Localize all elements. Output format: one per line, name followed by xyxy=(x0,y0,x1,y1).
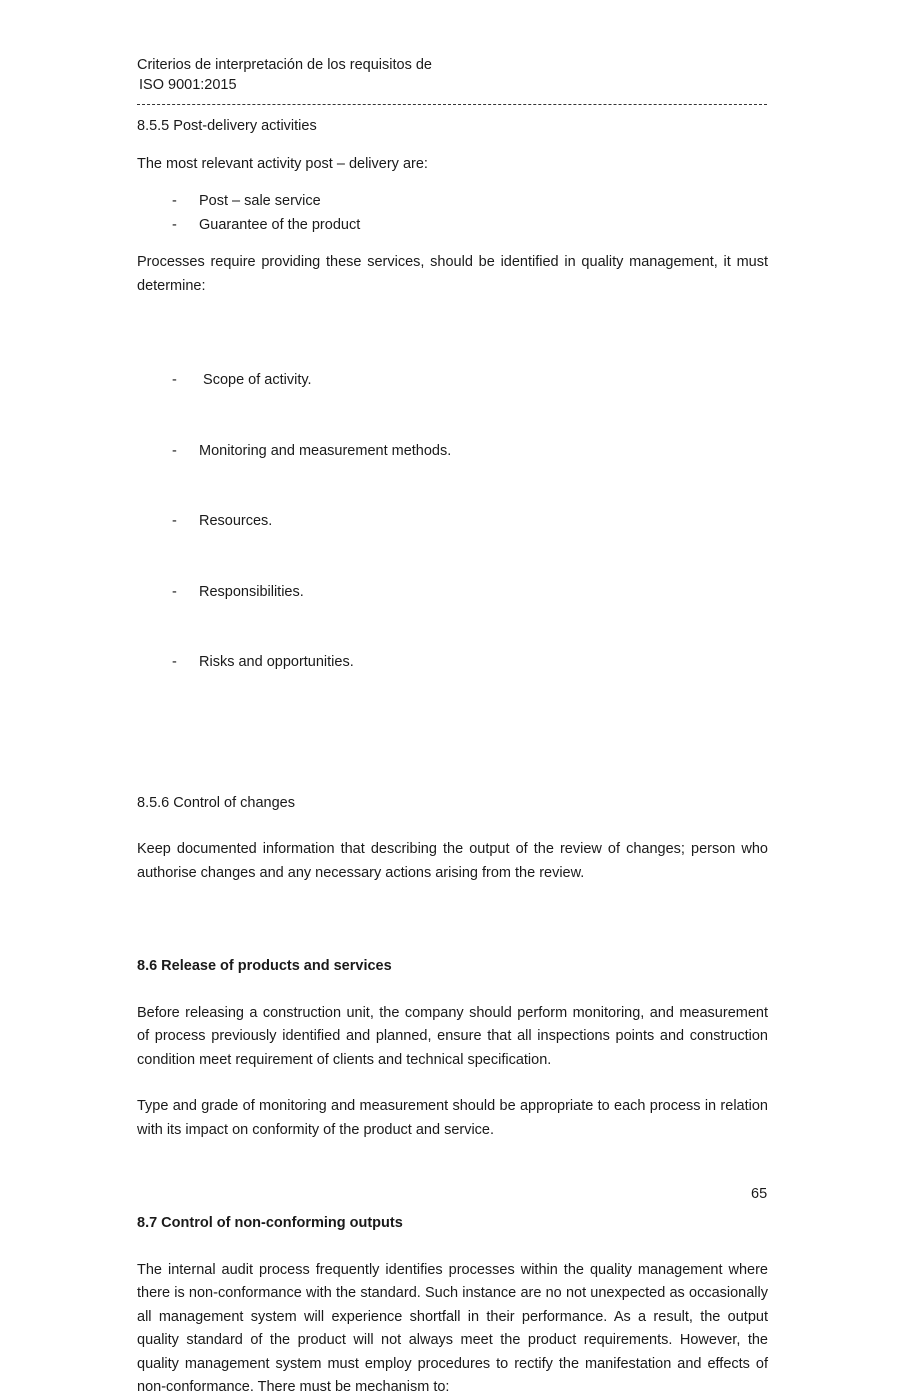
paragraph-release-2: Type and grade of monitoring and measurement should be appropriate to each process in relation with its impact on conformity of the product and service. xyxy=(137,1098,768,1138)
paragraph-control-of-changes: Keep documented information that describing the output of the review of changes; person who authorise changes and any necessary actions arising from the review. xyxy=(137,841,768,881)
list-item-text: Risks and opportunities. xyxy=(199,654,354,670)
dash-marker: - xyxy=(172,442,177,459)
list-item xyxy=(137,651,768,675)
dash-marker: - xyxy=(172,216,177,233)
paragraph-processes: Processes require providing these services, should be identified in quality management, it must determine: xyxy=(137,254,768,294)
list-item xyxy=(137,369,768,393)
header-divider xyxy=(137,104,767,105)
list-item-text: Responsibilities. xyxy=(199,583,304,600)
header-title-line1: Criterios de interpretación de los requisitos de xyxy=(137,57,432,73)
list-item xyxy=(137,190,768,214)
dash-marker: - xyxy=(172,372,177,388)
page-number: 65 xyxy=(751,1186,768,1202)
dash-marker: - xyxy=(172,583,177,600)
bullet-list-determine xyxy=(137,322,768,722)
list-item xyxy=(137,214,768,238)
paragraph-intro-8-5-5: The most relevant activity post – delivery are: xyxy=(137,155,428,172)
list-item-text: Scope of activity. xyxy=(199,372,312,388)
list-item-text: Resources. xyxy=(199,513,273,529)
header-title-line2: ISO 9001:2015 xyxy=(139,77,237,93)
section-heading-8-7: 8.7 Control of non-conforming outputs xyxy=(137,1215,403,1231)
list-item xyxy=(137,440,768,464)
section-heading-8-6: 8.6 Release of products and services xyxy=(137,958,392,974)
section-heading-8-5-6: 8.5.6 Control of changes xyxy=(137,794,295,811)
section-heading-8-5-5: 8.5.5 Post-delivery activities xyxy=(137,118,317,134)
list-item-text: Post – sale service xyxy=(199,193,321,209)
bullet-list-post-delivery xyxy=(137,190,768,237)
list-item xyxy=(137,581,768,605)
list-item-text: Monitoring and measurement methods. xyxy=(199,442,452,459)
page-header xyxy=(137,55,432,95)
paragraph-release-1: Before releasing a construction unit, the company should perform monitoring, and measurement of process previously identified and planned, ensure that all inspections points and construction condition meet requirement of clients and technical specification. xyxy=(137,1004,768,1068)
dash-marker: - xyxy=(172,513,177,529)
dash-marker: - xyxy=(172,654,177,670)
paragraph-non-conforming: The internal audit process frequently identifies processes within the quality management where there is non-conformance with the standard. Such instance are no not unexpected as occasionally all management system will experience shortfall in their performance. As a result, the output quality standard of the product will not always meet the product requirements. However, the quality management system must employ procedures to rectify the manifestation and effects of non-conformance. There must be mechanism to: xyxy=(137,1261,768,1395)
dash-marker: - xyxy=(172,193,177,209)
page-content xyxy=(137,115,768,1400)
list-item xyxy=(137,510,768,534)
list-item-text: Guarantee of the product xyxy=(199,216,361,233)
